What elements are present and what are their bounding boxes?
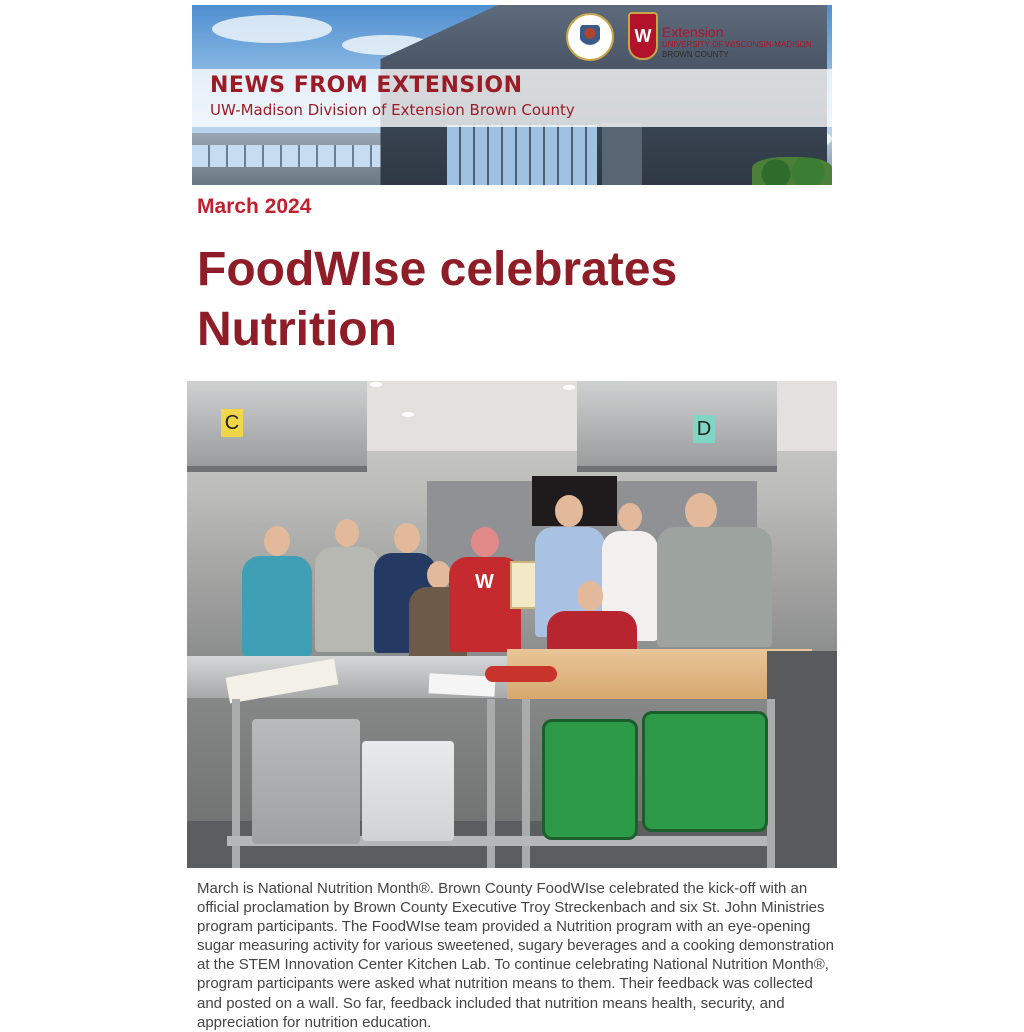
- kitchen-cabinet: [767, 651, 837, 868]
- crest-letter: W: [634, 25, 652, 46]
- article-headline: FoodWIse celebrates Nutrition: [197, 243, 678, 356]
- newsletter-title: NEWS FROM EXTENSION: [210, 73, 523, 98]
- table-leg: [767, 699, 775, 868]
- extension-logo-text: Extension: [662, 24, 724, 40]
- brown-county-seal-logo: [566, 13, 614, 61]
- ceiling-light: [563, 385, 575, 390]
- extension-logo-subtitle: UNIVERSITY OF WISCONSIN-MADISON: [662, 40, 812, 49]
- header-banner: [192, 5, 832, 185]
- clear-containers: [362, 741, 454, 841]
- participant-body: [242, 556, 312, 656]
- station-sign-d: D: [693, 415, 715, 443]
- stacked-bins: [252, 719, 360, 844]
- participant-body: [657, 527, 772, 647]
- newsletter-subtitle: UW-Madison Division of Extension Brown County: [210, 101, 575, 119]
- article-body: March is National Nutrition Month®. Brown County FoodWIse celebrated the kick-off with an official proclamation by Brown County Executive Troy Streckenbach and six St. John Ministries program participants. The FoodWIse team provided a Nutrition program with an eye-opening sugar measuring activity for various sweetened, sugary beverages and a cooking demonstration at the STEM Innovation Center Kitchen Lab. To continue celebrating National Nutrition Month®, program participants were asked what nutrition means to them. Their feedback was collected and posted on a wall. So far, feedback included that nutrition means health, security, and appreciation for nutrition education.: [197, 880, 835, 1031]
- sweatshirt-w-logo: W: [475, 571, 494, 593]
- uw-crest-logo: [628, 12, 658, 60]
- participant-head: [618, 503, 642, 531]
- trees: [752, 157, 832, 185]
- participant-head: [394, 523, 420, 553]
- issue-date: March 2024: [197, 195, 312, 218]
- participant-head: [555, 495, 583, 527]
- oven-mitts: [485, 666, 557, 682]
- participant-head: [577, 581, 603, 611]
- range-hood-left: [187, 381, 367, 472]
- green-insulated-bag: [642, 711, 768, 832]
- green-insulated-bag: [542, 719, 638, 840]
- article-photo: [187, 381, 837, 868]
- ceiling-light: [370, 382, 382, 387]
- participant-head: [427, 561, 451, 589]
- participant-body: [315, 547, 379, 652]
- extension-logo-county: BROWN COUNTY: [662, 50, 729, 59]
- building-sign-panel: [602, 123, 642, 185]
- sky-cloud: [212, 15, 332, 43]
- participant-head: [471, 527, 499, 557]
- station-sign-c: C: [221, 409, 243, 437]
- range-hood-right: [577, 381, 777, 472]
- participant-head: [335, 519, 359, 547]
- ceiling-light: [402, 412, 414, 417]
- participant-head: [264, 526, 290, 556]
- building-glass: [447, 125, 597, 185]
- banner-title-band: [192, 69, 832, 127]
- participant-head: [685, 493, 717, 529]
